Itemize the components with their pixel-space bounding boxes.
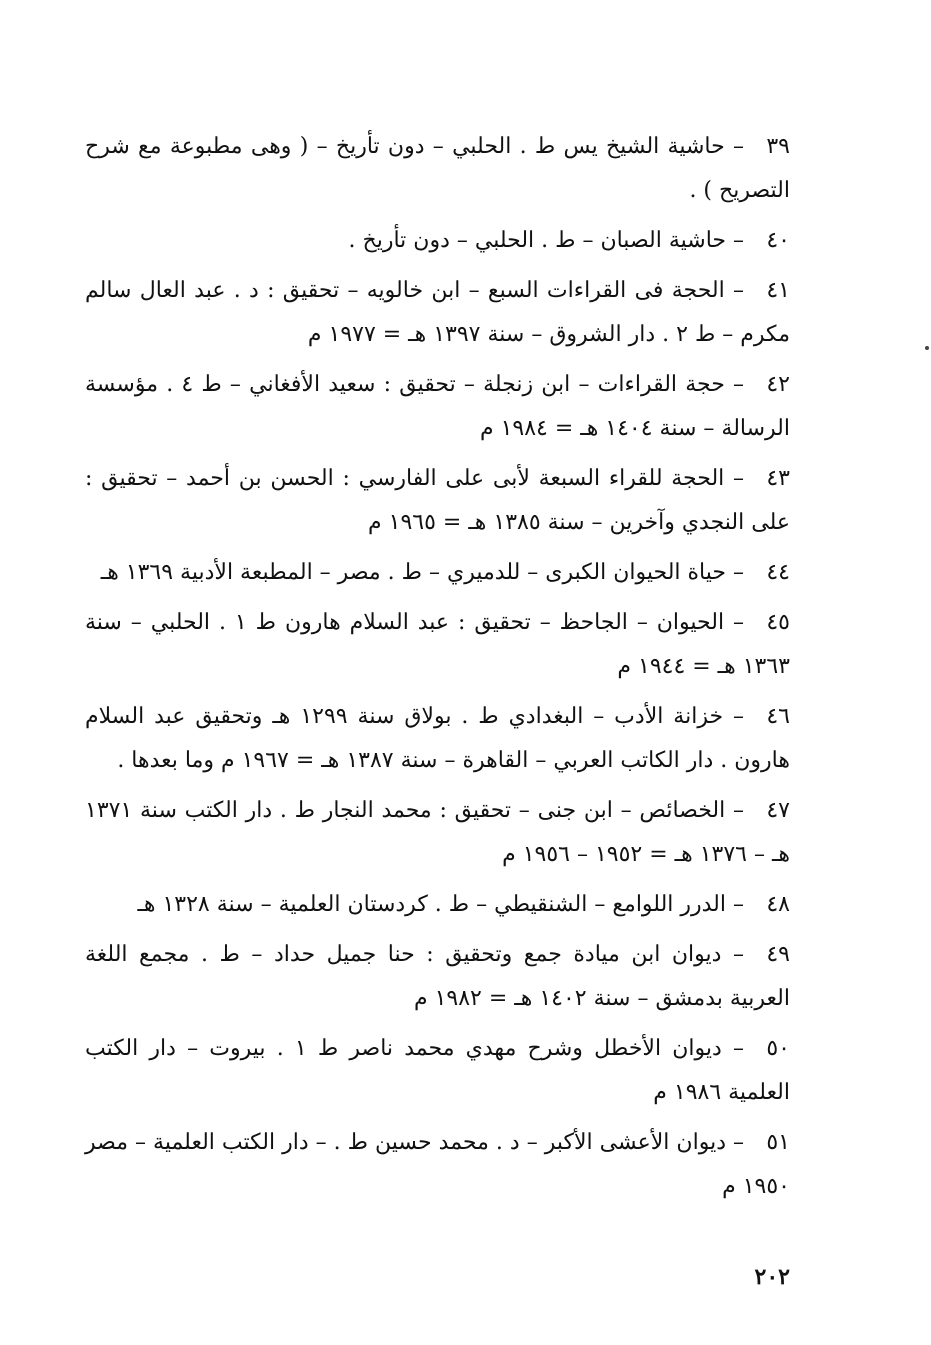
- entry-text: – ديوان الأخطل وشرح مهدي محمد ناصر ط ١ . بيروت – دار الكتب العلمية ١٩٨٦ م: [85, 1036, 790, 1105]
- entry-text: – ديوان الأعشى الأكبر – د . محمد حسين ط . – دار الكتب العلمية – مصر ١٩٥٠ م: [85, 1130, 790, 1199]
- entry-text: – حجة القراءات – ابن زنجلة – تحقيق : سعيد الأفغاني – ط ٤ . مؤسسة الرسالة – سنة ١٤٠٤ هـ = ١٩٨٤ م: [85, 372, 790, 441]
- entry-number: ٤٤: [766, 560, 790, 585]
- bibliography-entry: [85, 1121, 790, 1209]
- entry-number: ٤٥: [766, 610, 790, 635]
- bibliography-entry: [85, 933, 790, 1021]
- entry-number: ٤٦: [766, 704, 790, 729]
- entry-number: ٣٩: [766, 134, 790, 159]
- entry-text: – حاشية الشيخ يس ط . الحلبي – دون تأريخ – ( وهى مطبوعة مع شرح التصريح ) .: [85, 134, 790, 203]
- scan-mark: [925, 346, 929, 350]
- entry-number: ٥٠: [766, 1036, 790, 1061]
- entry-text: – خزانة الأدب – البغدادي ط . بولاق سنة ١٢٩٩ هـ وتحقيق عبد السلام هارون . دار الكاتب العربي – القاهرة – سنة ١٣٨٧ هـ = ١٩٦٧ م وما بعدها .: [85, 704, 790, 773]
- bibliography-entry: [85, 125, 790, 213]
- entry-number: ٥١: [766, 1130, 790, 1155]
- entry-text: – الحجة فى القراءات السبع – ابن خالويه – تحقيق : د . عبد العال سالم مكرم – ط ٢ . دار الشروق – سنة ١٣٩٧ هـ = ١٩٧٧ م: [85, 278, 790, 347]
- bibliography-entry: [85, 601, 790, 689]
- bibliography-entry: [85, 1027, 790, 1115]
- page-number: ٢٠٢: [754, 1264, 790, 1290]
- bibliography-entry: [85, 883, 790, 927]
- bibliography-list: [85, 125, 790, 1215]
- bibliography-entry: [85, 219, 790, 263]
- entry-text: – حياة الحيوان الكبرى – للدميري – ط . مصر – المطبعة الأدبية ١٣٦٩ هـ: [100, 560, 744, 585]
- bibliography-entry: [85, 457, 790, 545]
- entry-text: – ديوان ابن ميادة جمع وتحقيق : حنا جميل حداد – ط . مجمع اللغة العربية بدمشق – سنة ١٤٠٢ هـ = ١٩٨٢ م: [85, 942, 790, 1011]
- entry-number: ٤١: [766, 278, 790, 303]
- bibliography-entry: [85, 551, 790, 595]
- entry-number: ٤٩: [766, 942, 790, 967]
- entry-text: – الحيوان – الجاحظ – تحقيق : عبد السلام هارون ط ١ . الحلبي – سنة ١٣٦٣ هـ = ١٩٤٤ م: [85, 610, 790, 679]
- entry-number: ٤٨: [766, 892, 790, 917]
- entry-text: – الخصائص – ابن جنى – تحقيق : محمد النجار ط . دار الكتب سنة ١٣٧١ هـ – ١٣٧٦ هـ = ١٩٥٢ – ١٩٥٦ م: [85, 798, 790, 867]
- bibliography-entry: [85, 695, 790, 783]
- entry-number: ٤٧: [766, 798, 790, 823]
- entry-number: ٤٣: [766, 466, 790, 491]
- entry-text: – حاشية الصبان – ط . الحلبي – دون تأريخ .: [348, 228, 744, 253]
- bibliography-entry: [85, 789, 790, 877]
- bibliography-entry: [85, 269, 790, 357]
- entry-number: ٤٢: [766, 372, 790, 397]
- bibliography-entry: [85, 363, 790, 451]
- entry-number: ٤٠: [766, 228, 790, 253]
- entry-text: – الدرر اللوامع – الشنقيطي – ط . كردستان العلمية – سنة ١٣٢٨ هـ: [137, 892, 744, 917]
- entry-text: – الحجة للقراء السبعة لأبى على الفارسي : الحسن بن أحمد – تحقيق : على النجدي وآخرين – سنة ١٣٨٥ هـ = ١٩٦٥ م: [85, 466, 790, 535]
